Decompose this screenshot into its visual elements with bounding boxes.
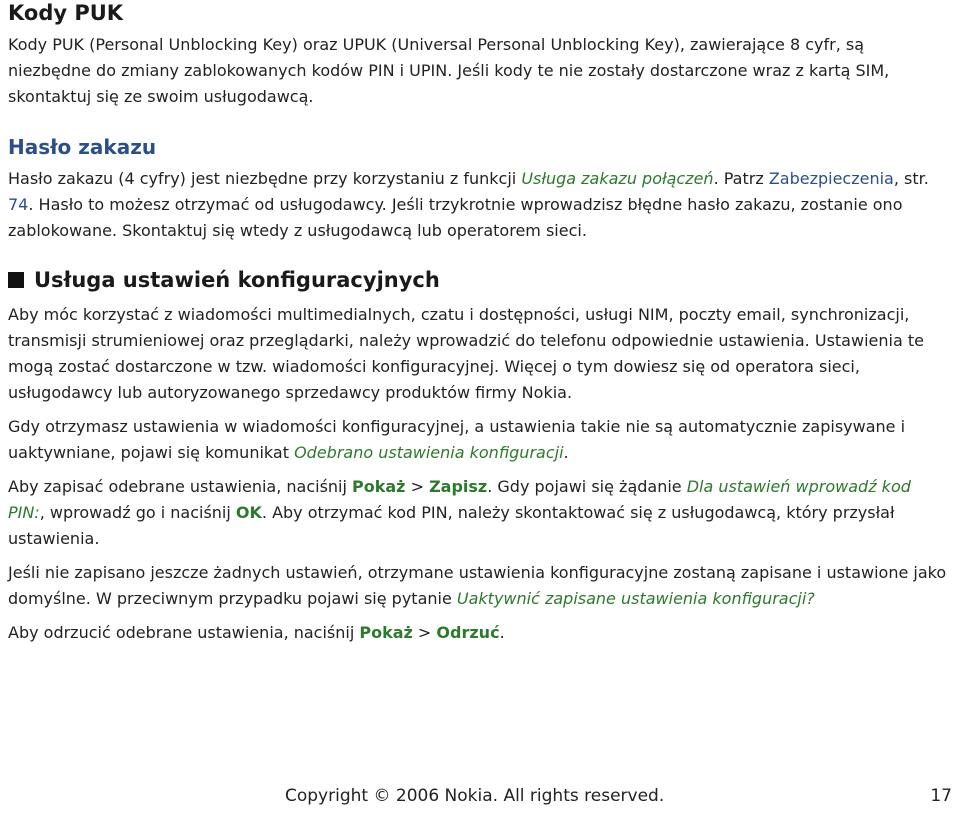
config-paragraph-4 <box>8 560 948 612</box>
text-run: Aby odrzucić odebrane ustawienia, naciśnij <box>8 623 360 642</box>
subsection-title-barring-password: Hasło zakazu <box>8 135 157 159</box>
softkey-show: Pokaż <box>352 477 406 496</box>
config-paragraph-2 <box>8 414 948 466</box>
config-paragraph-1: Aby móc korzystać z wiadomości multimedialnych, czatu i dostępności, usługi NIM, poczty email, synchronizacji, transmisji strumieniowej oraz przeglądarki, należy wprowadzić do telefonu odpowiednie ustawienia. Ustawienia te mogą zostać dostarczone w tzw. wiadomości konfiguracyjnej. Więcej o tym dowiesz się od operatora sieci, usługodawcy lub autoryzowanego sprzedawcy produktów firmy Nokia. <box>8 305 924 402</box>
section-title-text: Usługa ustawień konfiguracyjnych <box>34 268 440 292</box>
text-run: Aby zapisać odebrane ustawienia, naciśnij <box>8 477 353 496</box>
softkey-save: Zapisz <box>429 477 488 496</box>
barring-password-paragraph <box>8 166 948 244</box>
text-run: Gdy otrzymasz ustawienia w wiadomości konfiguracyjnej, a ustawienia takie nie są automatycznie zapisywane i uaktywniane, pojawi się komunikat <box>8 417 906 462</box>
text-run: . Aby otrzymać kod PIN, należy skontaktować się z usługodawcą, który przysłał ustawienia. <box>8 503 895 548</box>
square-bullet-icon <box>8 272 24 288</box>
prompt-emphasis: Dla ustawień wprowadź kod PIN: <box>8 477 911 522</box>
document-page <box>8 0 948 646</box>
service-name-emphasis: Usługa zakazu połączeń <box>521 169 714 188</box>
config-paragraph-3 <box>8 474 948 552</box>
text-run: . Gdy pojawi się żądanie <box>487 477 687 496</box>
text-run: Jeśli nie zapisano jeszcze żadnych ustawień, otrzymane ustawienia konfiguracyjne zostaną zapisane i ustawione jako domyślne. W przeciwnym przypadku pojawi się pytanie <box>8 563 947 608</box>
text-run: . Patrz <box>713 169 769 188</box>
copyright-text: Copyright © 2006 Nokia. All rights reserved. <box>285 786 665 806</box>
section-title-puk: Kody PUK <box>8 1 124 25</box>
text-run: . Hasło to możesz otrzymać od usługodawcy. Jeśli trzykrotnie wprowadzisz błędne hasło zakazu, zostanie ono zablokowane. Skontaktuj się wtedy z usługodawcą lub operatorem sieci. <box>8 195 903 240</box>
security-link[interactable]: Zabezpieczenia <box>768 169 894 188</box>
text-run: > <box>412 623 437 642</box>
softkey-show: Pokaż <box>359 623 413 642</box>
softkey-ok: OK <box>235 503 262 522</box>
question-emphasis: Uaktywnić zapisane ustawienia konfiguracji? <box>456 589 815 608</box>
config-paragraph-5 <box>8 620 948 646</box>
section-title-config-service <box>8 266 948 294</box>
softkey-reject: Odrzuć <box>436 623 500 642</box>
text-run: . <box>563 443 569 462</box>
text-run: , str. <box>893 169 929 188</box>
page-footer <box>0 786 960 812</box>
text-run: Hasło zakazu (4 cyfry) jest niezbędne przy korzystaniu z funkcji <box>8 169 522 188</box>
text-run: > <box>405 477 430 496</box>
text-run: , wprowadź go i naciśnij <box>39 503 236 522</box>
page-number: 17 <box>930 786 952 806</box>
puk-paragraph: Kody PUK (Personal Unblocking Key) oraz UPUK (Universal Personal Unblocking Key), zawierające 8 cyfr, są niezbędne do zmiany zablokowanych kodów PIN i UPIN. Jeśli kody te nie zostały dostarczone wraz z kartą SIM, skontaktuj się ze swoim usługodawcą. <box>8 35 890 106</box>
text-run: . <box>499 623 505 642</box>
message-emphasis: Odebrano ustawienia konfiguracji <box>294 443 564 462</box>
page-ref-link[interactable]: 74 <box>8 195 29 214</box>
